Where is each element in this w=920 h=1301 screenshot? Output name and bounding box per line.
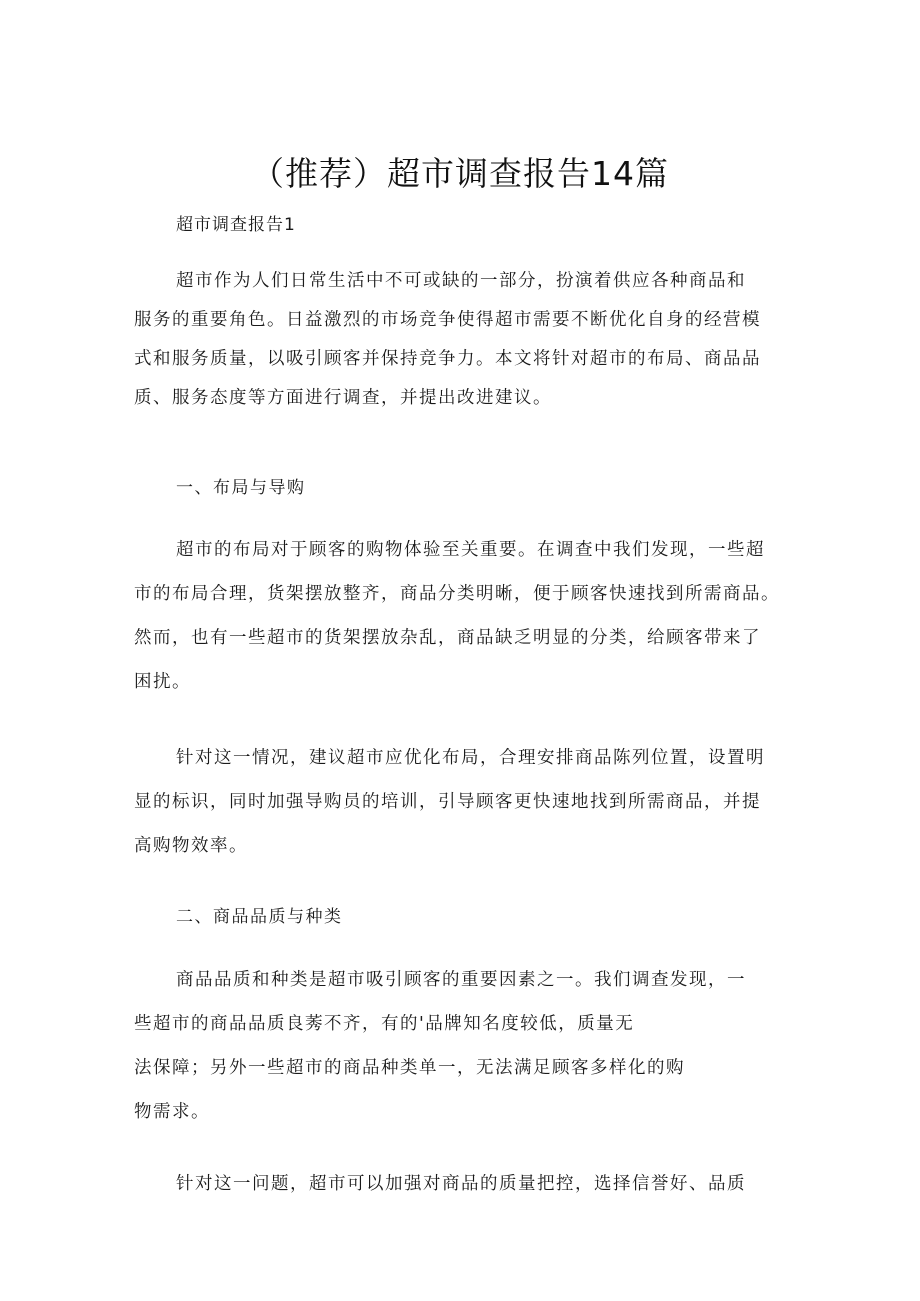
paragraph-quality <box>134 958 786 1134</box>
section-heading: 一、布局与导购 <box>176 478 306 498</box>
section-heading: 二、商品品质与种类 <box>176 907 343 927</box>
paragraph-line: 高购物效率。 <box>134 836 248 856</box>
paragraph-layout-advice <box>134 736 786 868</box>
paragraph-quality-advice <box>134 1162 786 1206</box>
paragraph-line: 针对这一情况，建议超市应优化布局，合理安排商品陈列位置，设置明 <box>176 748 765 768</box>
paragraph-line: 物需求。 <box>134 1102 210 1122</box>
paragraph-line: 商品品质和种类是超市吸引顾客的重要因素之一。我们调查发现，一 <box>176 970 746 990</box>
document-title: （推荐）超市调查报告14篇 <box>251 154 669 193</box>
paragraph-line: 服务的重要角色。日益激烈的市场竞争使得超市需要不断优化自身的经营模 <box>134 310 761 330</box>
paragraph-intro <box>134 262 786 418</box>
paragraph-line: 些超市的商品品质良莠不齐，有的'品牌知名度较低，质量无 <box>134 1014 635 1034</box>
section-subtitle: 超市调查报告1 <box>176 215 296 235</box>
paragraph-line: 针对这一问题，超市可以加强对商品的质量把控，选择信誉好、品质 <box>176 1174 746 1194</box>
paragraph-line: 然而，也有一些超市的货架摆放杂乱，商品缺乏明显的分类，给顾客带来了 <box>134 628 761 648</box>
paragraph-line: 显的标识，同时加强导购员的培训，引导顾客更快速地找到所需商品，并提 <box>134 792 761 812</box>
paragraph-line: 市的布局合理，货架摆放整齐，商品分类明晰，便于顾客快速找到所需商品。 <box>134 584 780 604</box>
paragraph-line: 质、服务态度等方面进行调查，并提出改进建议。 <box>134 388 552 408</box>
paragraph-line: 法保障；另外一些超市的商品种类单一，无法满足顾客多样化的购 <box>134 1058 685 1078</box>
paragraph-layout <box>134 528 786 704</box>
paragraph-line: 式和服务质量，以吸引顾客并保持竞争力。本文将针对超市的布局、商品品 <box>134 349 761 369</box>
paragraph-line: 困扰。 <box>134 672 191 692</box>
paragraph-line: 超市的布局对于顾客的购物体验至关重要。在调查中我们发现，一些超 <box>176 540 765 560</box>
paragraph-line: 超市作为人们日常生活中不可或缺的一部分，扮演着供应各种商品和 <box>176 271 746 291</box>
